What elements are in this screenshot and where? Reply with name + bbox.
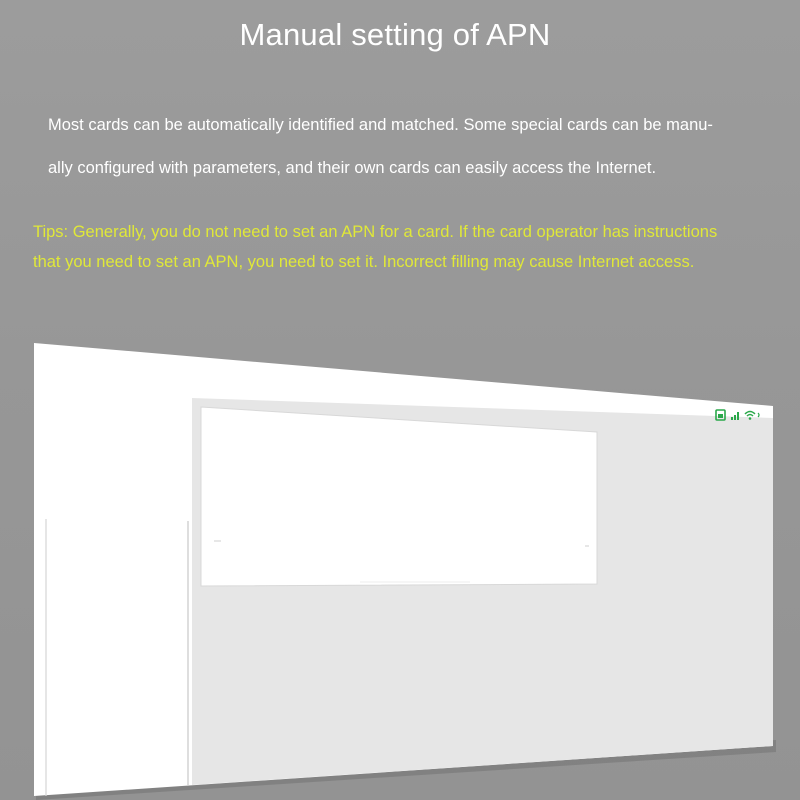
settings-panel bbox=[201, 407, 597, 586]
status-icons bbox=[715, 408, 763, 422]
tips-line: Tips: Generally, you do not need to set an APN for a card. If the card operator has instructions bbox=[33, 223, 718, 241]
wifi-icon bbox=[745, 412, 759, 420]
page-title: Manual setting of APN bbox=[239, 17, 551, 52]
description-line: Most cards can be automatically identified and matched. Some special cards can be manu- bbox=[48, 116, 713, 134]
description-line: ally configured with parameters, and their own cards can easily access the Internet. bbox=[48, 159, 657, 177]
tips-line: that you need to set an APN, you need to set it. Incorrect filling may cause Internet access. bbox=[33, 253, 695, 271]
sim-card-icon bbox=[716, 410, 725, 420]
signal-bars-icon bbox=[731, 412, 739, 420]
